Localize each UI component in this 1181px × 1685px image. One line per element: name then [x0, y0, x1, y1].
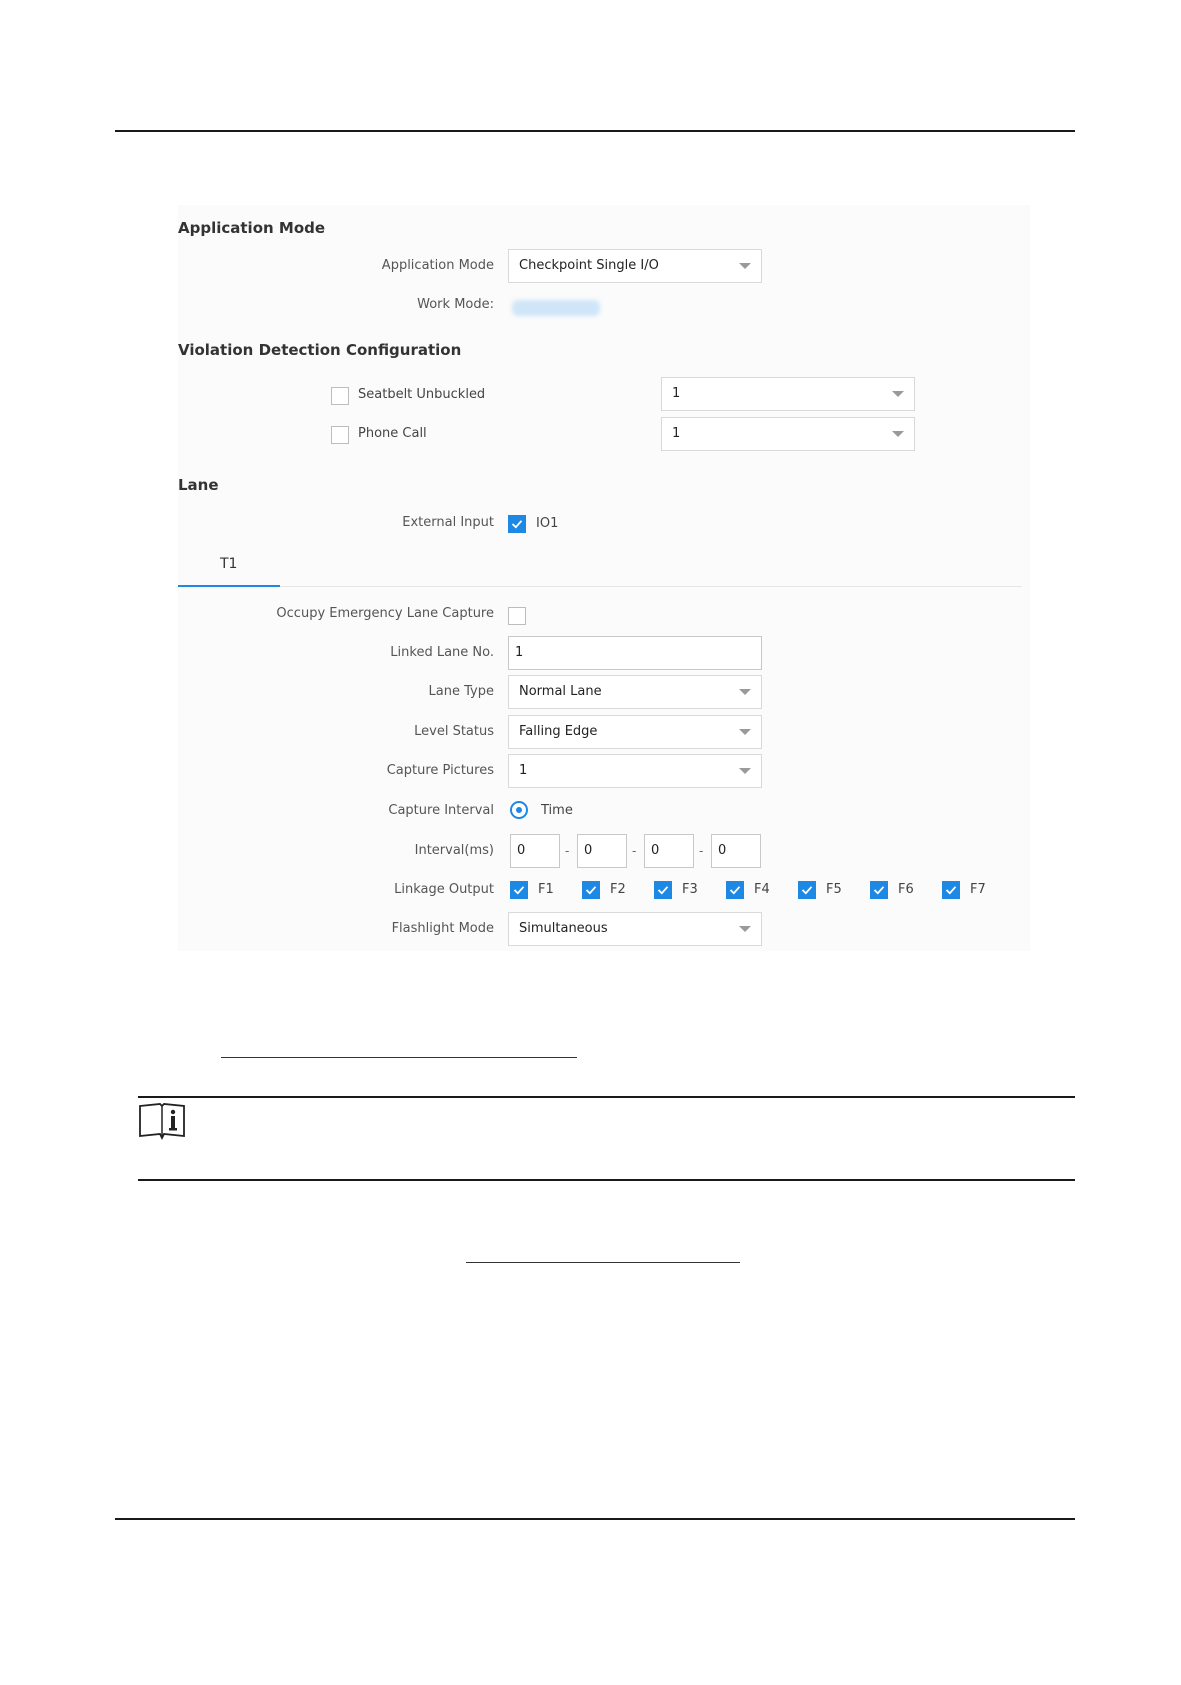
phone-call-label: Phone Call	[358, 426, 427, 441]
occupy-emergency-checkbox[interactable]	[508, 607, 526, 625]
header-rule	[115, 130, 1075, 132]
f7-label: F7	[970, 882, 986, 897]
external-input-label: External Input	[402, 515, 494, 530]
flashlight-mode-value: Simultaneous	[519, 921, 608, 936]
linkage-output-label: Linkage Output	[394, 882, 494, 897]
chevron-down-icon	[739, 263, 751, 269]
capture-pictures-value: 1	[519, 763, 528, 778]
time-radio[interactable]	[510, 801, 528, 819]
interval-separator: -	[699, 843, 704, 858]
f4-label: F4	[754, 882, 770, 897]
application-mode-label: Application Mode	[381, 258, 494, 273]
note-top-rule	[138, 1096, 1075, 1098]
check-icon	[801, 884, 813, 896]
interval-separator: -	[565, 843, 570, 858]
footer-rule	[115, 1518, 1075, 1520]
section-title-lane: Lane	[178, 476, 219, 494]
check-icon	[657, 884, 669, 896]
interval-label: Interval(ms)	[414, 843, 494, 858]
interval-input-3[interactable]: 0	[644, 834, 694, 868]
interval-input-1[interactable]: 0	[510, 834, 560, 868]
work-mode-value-redacted	[512, 300, 600, 316]
check-icon	[585, 884, 597, 896]
check-icon	[729, 884, 741, 896]
caption-underline	[221, 1057, 577, 1058]
application-mode-select[interactable]	[508, 249, 762, 283]
io1-checkbox[interactable]	[508, 515, 526, 533]
time-radio-label: Time	[541, 803, 573, 818]
f1-checkbox[interactable]	[510, 881, 528, 899]
level-status-select[interactable]	[508, 715, 762, 749]
lane-type-value: Normal Lane	[519, 684, 602, 699]
linked-lane-label: Linked Lane No.	[390, 645, 494, 660]
phone-call-select[interactable]	[661, 417, 915, 451]
f6-label: F6	[898, 882, 914, 897]
f2-checkbox[interactable]	[582, 881, 600, 899]
chevron-down-icon	[739, 768, 751, 774]
section-title-violation: Violation Detection Configuration	[178, 341, 462, 359]
lane-type-label: Lane Type	[428, 684, 494, 699]
occupy-emergency-label: Occupy Emergency Lane Capture	[276, 606, 494, 621]
seatbelt-checkbox[interactable]	[331, 387, 349, 405]
phone-call-select-value: 1	[672, 426, 681, 441]
info-book-icon	[138, 1102, 186, 1140]
capture-interval-label: Capture Interval	[388, 803, 494, 818]
f5-checkbox[interactable]	[798, 881, 816, 899]
f1-label: F1	[538, 882, 554, 897]
level-status-label: Level Status	[414, 724, 494, 739]
flashlight-mode-select[interactable]	[508, 912, 762, 946]
flashlight-mode-label: Flashlight Mode	[391, 921, 494, 936]
seatbelt-select-value: 1	[672, 386, 681, 401]
f7-checkbox[interactable]	[942, 881, 960, 899]
seatbelt-label: Seatbelt Unbuckled	[358, 387, 486, 402]
f3-label: F3	[682, 882, 698, 897]
note-bottom-rule	[138, 1179, 1075, 1181]
capture-pictures-label: Capture Pictures	[386, 763, 494, 778]
chevron-down-icon	[892, 391, 904, 397]
check-icon	[513, 884, 525, 896]
chevron-down-icon	[739, 689, 751, 695]
f3-checkbox[interactable]	[654, 881, 672, 899]
chevron-down-icon	[892, 431, 904, 437]
check-icon	[873, 884, 885, 896]
interval-input-2[interactable]: 0	[577, 834, 627, 868]
capture-pictures-select[interactable]	[508, 754, 762, 788]
work-mode-label: Work Mode:	[417, 297, 494, 312]
tab-t1[interactable]: T1	[220, 556, 238, 572]
interval-separator: -	[632, 843, 637, 858]
section-title-application-mode: Application Mode	[178, 219, 326, 237]
tab-t1-indicator	[178, 585, 280, 587]
f2-label: F2	[610, 882, 626, 897]
phone-call-checkbox[interactable]	[331, 426, 349, 444]
f4-checkbox[interactable]	[726, 881, 744, 899]
lane-type-select[interactable]	[508, 675, 762, 709]
link-underline	[466, 1262, 740, 1263]
f6-checkbox[interactable]	[870, 881, 888, 899]
chevron-down-icon	[739, 926, 751, 932]
level-status-value: Falling Edge	[519, 724, 598, 739]
linked-lane-input[interactable]: 1	[508, 636, 762, 670]
tab-bar-divider	[280, 586, 1022, 587]
check-icon	[511, 518, 523, 530]
io1-label: IO1	[536, 516, 559, 531]
check-icon	[945, 884, 957, 896]
f5-label: F5	[826, 882, 842, 897]
application-mode-value: Checkpoint Single I/O	[519, 258, 659, 273]
chevron-down-icon	[739, 729, 751, 735]
interval-input-4[interactable]: 0	[711, 834, 761, 868]
seatbelt-select[interactable]	[661, 377, 915, 411]
